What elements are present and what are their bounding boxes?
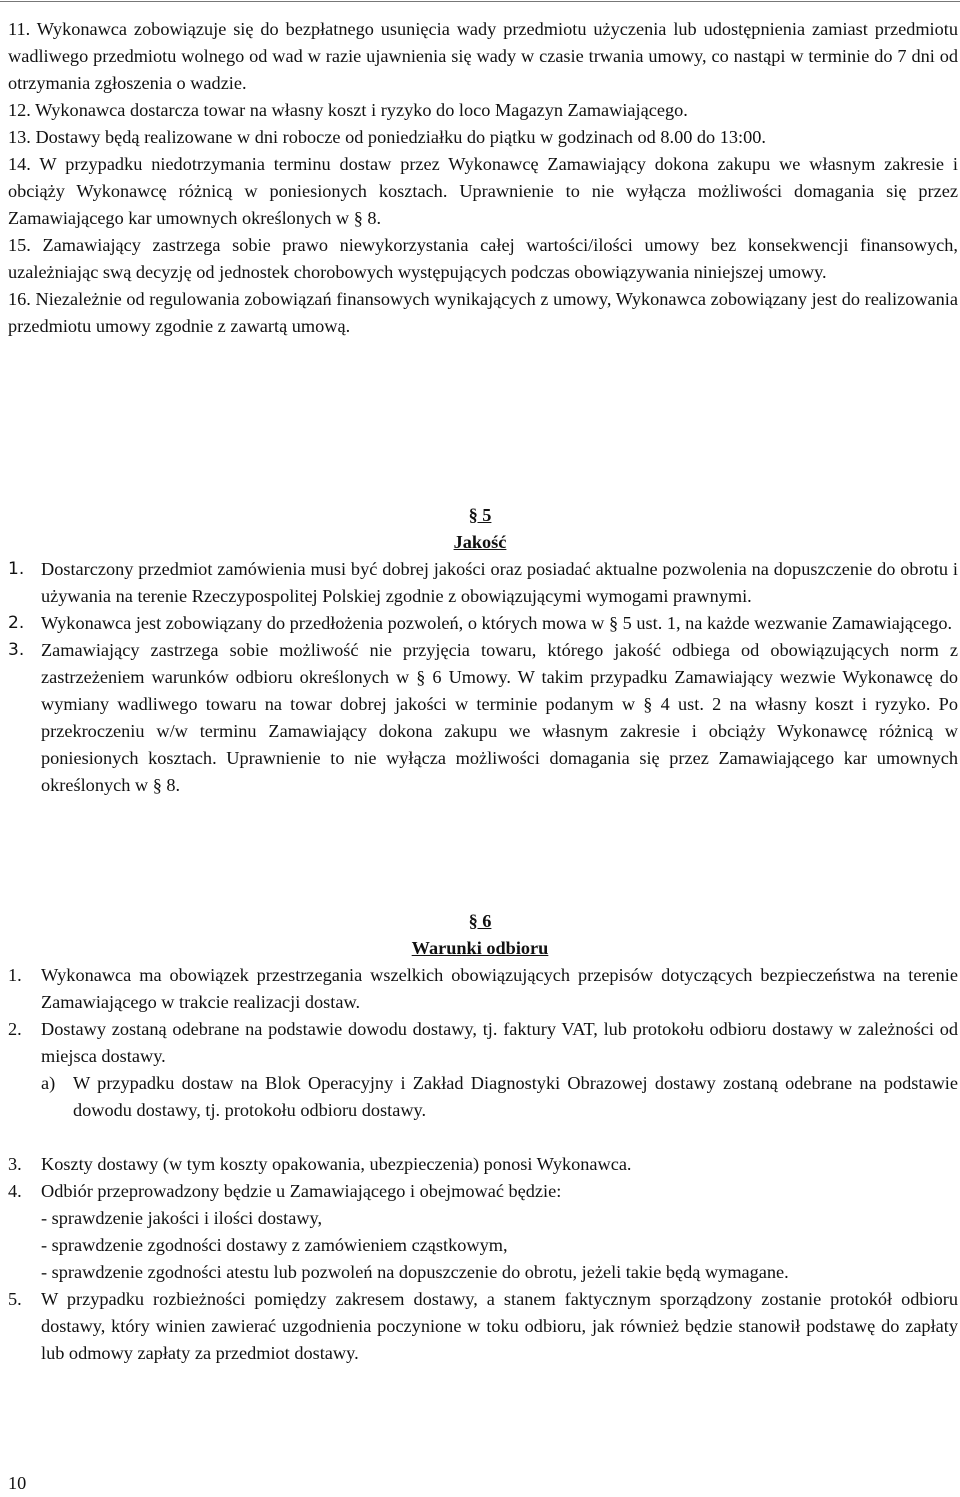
section-5-item-2: [8, 610, 958, 637]
section-5-item-1: [8, 556, 958, 610]
item-text: Wykonawca zobowiązuje się do bezpłatnego usunięcia wady przedmiotu użyczenia lub udostępnienia zamiast przedmiotu wadliwego przedmiotu wolnego od wad w razie ujawnienia się wady w czasie trwania umowy, co nastąpi w terminie do 7 dni od otrzymania zgłoszenia o wadzie.: [8, 19, 958, 93]
item-number: 15.: [8, 235, 31, 255]
section-5-number: § 5: [468, 505, 492, 525]
section-5-item-3: [8, 637, 958, 799]
item-text: W przypadku rozbieżności pomiędzy zakresem dostawy, a stanem faktycznym sporządzony zostanie protokół odbioru dostawy, który winien zawierać uzgodnienia poczynione w toku odbioru, jak również będzie stanowił podstawę do zapłaty lub odmowy zapłaty za przedmiot dostawy.: [41, 1289, 958, 1363]
item-text: Wykonawca jest zobowiązany do przedłożenia pozwoleń, o których mowa w § 5 ust. 1, na każde wezwanie Zamawiającego.: [41, 613, 953, 633]
paragraph-12: [8, 97, 958, 124]
section-6-item-2a: [8, 1070, 958, 1124]
item-number: 1.: [8, 559, 25, 579]
item-number: 4.: [8, 1181, 22, 1201]
item-text: Wykonawca dostarcza towar na własny koszt i ryzyko do loco Magazyn Zamawiającego.: [35, 100, 688, 120]
page-number: 10: [8, 1473, 27, 1493]
dash-item-1: - sprawdzenie jakości i ilości dostawy,: [41, 1208, 323, 1228]
item-number: 3.: [8, 640, 25, 660]
item-number: 2.: [8, 613, 25, 633]
paragraph-14: [8, 151, 958, 232]
paragraph-11: [8, 16, 958, 97]
item-text: Koszty dostawy (w tym koszty opakowania, ubezpieczenia) ponosi Wykonawca.: [41, 1154, 632, 1174]
section-4-continuation: [8, 16, 958, 340]
top-rule: [0, 1, 960, 2]
dash-item-2: - sprawdzenie zgodności dostawy z zamówieniem cząstkowym,: [41, 1235, 508, 1255]
item-number: 3.: [8, 1154, 22, 1174]
paragraph-15: [8, 232, 958, 286]
section-6-item-4: [8, 1178, 958, 1205]
section-6-number: § 6: [468, 911, 492, 931]
item-number: 16.: [8, 289, 31, 309]
item-text: Niezależnie od regulowania zobowiązań finansowych wynikających z umowy, Wykonawca zobowiązany jest do realizowania przedmiotu umowy zgodnie z zawartą umową.: [8, 289, 958, 336]
item-number: 13.: [8, 127, 31, 147]
item-number: 1.: [8, 965, 22, 985]
item-text: Odbiór przeprowadzony będzie u Zamawiającego i obejmować będzie:: [41, 1181, 562, 1201]
paragraph-13: [8, 124, 958, 151]
section-6-item-3: [8, 1151, 958, 1178]
item-number: 2.: [8, 1019, 22, 1039]
paragraph-16: [8, 286, 958, 340]
section-6-item-1: [8, 962, 958, 1016]
item-number: a): [41, 1073, 56, 1093]
item-text: Dostawy będą realizowane w dni robocze od poniedziałku do piątku w godzinach od 8.00 do 13:00.: [35, 127, 766, 147]
section-6-item-5: [8, 1286, 958, 1367]
item-text: Dostawy zostaną odebrane na podstawie dowodu dostawy, tj. faktury VAT, lub protokołu odbioru dostawy w zależności od miejsca dostawy.: [41, 1019, 958, 1066]
item-number: 12.: [8, 100, 31, 120]
section-5-list: [8, 556, 958, 799]
item-text: Zamawiający zastrzega sobie możliwość nie przyjęcia towaru, którego jakość odbiega od obowiązujących norm z zastrzeżeniem warunków odbioru określonych w § 6 Umowy. W takim przypadku Zamawiający wezwie Wykonawcę do wymiany wadliwego towaru na towar dobrej jakości w terminie podanym w § 4 ust. 2 na własny koszt i ryzyko. Po przekroczeniu w/w terminu Zamawiający dokona zakupu we własnym zakresie i obciąży Wykonawcę różnicą w poniesionych kosztach. Uprawnienie to nie wyłącza możliwości domagania się przez Zamawiającego kar umownych określonych w § 8.: [41, 640, 958, 795]
section-6-item-2: [8, 1016, 958, 1070]
item-text: Zamawiający zastrzega sobie prawo niewykorzystania całej wartości/ilości umowy bez konsekwencji finansowych, uzależniając swą decyzję od jednostek chorobowych występujących podczas obowiązywania niniejszej umowy.: [8, 235, 958, 282]
item-number: 11.: [8, 19, 31, 39]
section-5-title: Jakość: [453, 532, 507, 552]
section-6-list: [8, 962, 958, 1124]
item-text: Dostarczony przedmiot zamówienia musi być dobrej jakości oraz posiadać aktualne pozwolenia na dopuszczenie do obrotu i używania na terenie Rzeczypospolitej Polskiej zgodnie z obowiązującymi wymogami prawnymi.: [41, 559, 958, 606]
section-6-title: Warunki odbioru: [411, 938, 549, 958]
item-text: W przypadku dostaw na Blok Operacyjny i Zakład Diagnostyki Obrazowej dostawy zostaną odebrane na podstawie dowodu dostawy, tj. protokołu odbioru dostawy.: [73, 1073, 958, 1120]
item-text: W przypadku niedotrzymania terminu dostaw przez Wykonawcę Zamawiający dokona zakupu we własnym zakresie i obciąży Wykonawcę różnicą w poniesionych kosztach. Uprawnienie to nie wyłącza możliwości domagania się przez Zamawiającego kar umownych określonych w § 8.: [8, 154, 958, 228]
item-number: 5.: [8, 1289, 22, 1309]
dash-item-3: - sprawdzenie zgodności atestu lub pozwoleń na dopuszczenie do obrotu, jeżeli takie będą wymagane.: [41, 1262, 789, 1282]
section-6-list-cont: [8, 1151, 958, 1367]
item-text: Wykonawca ma obowiązek przestrzegania wszelkich obowiązujących przepisów dotyczących bezpieczeństwa na terenie Zamawiającego w trakcie realizacji dostaw.: [41, 965, 958, 1012]
item-number: 14.: [8, 154, 31, 174]
